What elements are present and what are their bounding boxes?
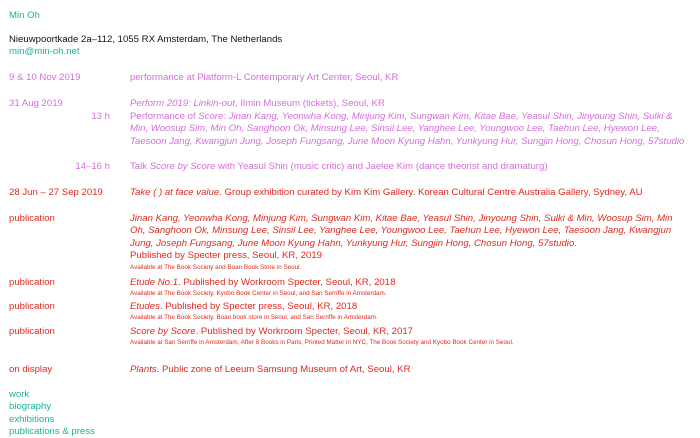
entry-label: publication (9, 277, 55, 288)
publication-title: Score by Score (130, 326, 196, 337)
session-time: 14–16 h (75, 161, 110, 172)
publication-publisher: Published by Specter press, Seoul, KR, 2019 (130, 250, 322, 262)
entry-venue: , Ilmin Museum (tickets), Seoul, KR (235, 98, 385, 109)
session-participants: : Jinan Kang, Yeonwha Kong, Minjung Kim, Sungwan Kim, Kitae Bae, Yeasul Shin, Jinyoung Shin, Sulki & Min, Woosup Sim, Min Oh, Sanghoon Ok, Minsung Lee, Sinsil Lee, Yanghee Lee, Youngwoo Lee, Taehun Lee, Hyewon Lee, Taesoon Jang, Kwangjun Jung, Joseph Fungsang, June Moon Kyung Hahn, Yunkyung Hur, Sungjin Hong, Chosun Hong, 57studio (130, 111, 685, 147)
entry-label: on display (9, 364, 53, 375)
entry-text (130, 277, 686, 298)
session-time: 13 h (91, 111, 110, 122)
session-title: Score (198, 111, 224, 122)
entry-date: 9 & 10 Nov 2019 (9, 72, 81, 83)
nav-work[interactable]: work (9, 389, 30, 400)
publication-availability: Available at San Serriffe in Amsterdam, After 8 Books in Paris, Printed Matter in NYC, The Book Society and Kyobo Book Center in Seoul. (130, 339, 514, 347)
entry-date: 31 Aug 2019 (9, 98, 63, 109)
publication-publisher: . Published by Specter press, Seoul, KR, 2018 (159, 301, 358, 312)
publication-availability: Available at The Book Society, Boan book store in Seoul, and San Serriffe in Amsterdam. (130, 314, 378, 322)
site-title[interactable]: Min Oh (9, 10, 40, 21)
publication-availability: Available at The Book Society, Kyobo Book Center in Seoul, and San Serriffe in Amsterdam. (130, 290, 387, 298)
entry-text (130, 187, 686, 199)
publication-title: Etudes (130, 301, 160, 312)
session-text (130, 111, 686, 148)
session-title: Score by Score (149, 161, 216, 172)
entry-date: 28 Jun – 27 Sep 2019 (9, 187, 103, 198)
entry-text (130, 98, 686, 110)
publication-title: Etude No.1 (130, 277, 179, 288)
entry-label: publication (9, 213, 55, 224)
session-prefix: Talk (130, 161, 150, 172)
nav-biography[interactable]: biography (9, 401, 52, 413)
session-description: with Yeasul Shin (music critic) and Jaelee Kim (dance theorist and dramaturg) (215, 161, 548, 172)
nav-publications-press[interactable]: publications & press (9, 425, 95, 437)
entry-text (130, 326, 686, 347)
publication-contributors: Jinan Kang, Yeonwha Kong, Minjung Kim, Sungwan Kim, Kitae Bae, Yeasul Shin, Jinyoung Shin, Sulki & Min, Woosup Sim, Min Oh, Sanghoon Ok, Minsung Lee, Sinsil Lee, Yanghee Lee, Youngwoo Lee, Taehun Lee, Hyewon Lee, Taesoon Jang, Kwangjun Jung, Joseph Fungsang, June Moon Kyung Hahn, Yunkyung Hur, Sungjin Hong, Chosun Hong, 57studio (130, 213, 673, 249)
punctuation: . (574, 237, 577, 249)
publication-publisher: . Published by Workroom Specter, Seoul, KR, 2018 (178, 277, 396, 288)
entry-description: . Group exhibition curated by Kim Kim Gallery. Korean Cultural Centre Australia Gallery, Sydney, AU (219, 187, 643, 198)
session-text (130, 161, 686, 173)
main-nav (9, 389, 95, 438)
entry-text: performance at Platform-L Contemporary Art Center, Seoul, KR (130, 72, 399, 83)
entry-text (130, 364, 686, 376)
publication-publisher: . Published by Workroom Specter, Seoul, KR, 2017 (195, 326, 413, 337)
email-link[interactable]: min@min-oh.net (9, 46, 80, 57)
entry-title: Take ( ) at face value (130, 187, 220, 198)
publication-availability: Available at The Book Society and Boan Book Store in Seoul. (130, 263, 302, 271)
exhibit-title: Plants (130, 364, 157, 375)
entry-label: publication (9, 326, 55, 337)
entry-text (130, 213, 686, 272)
nav-exhibitions[interactable]: exhibitions (9, 413, 55, 425)
entry-label: publication (9, 301, 55, 312)
entry-title: Perform 2019: Linkin-out (130, 98, 236, 109)
session-prefix: Performance of (130, 111, 199, 122)
exhibit-venue: . Public zone of Leeum Samsung Museum of Art, Seoul, KR (156, 364, 411, 375)
entry-text (130, 301, 686, 322)
address: Nieuwpoortkade 2a–112, 1055 RX Amsterdam, The Netherlands (9, 34, 283, 45)
